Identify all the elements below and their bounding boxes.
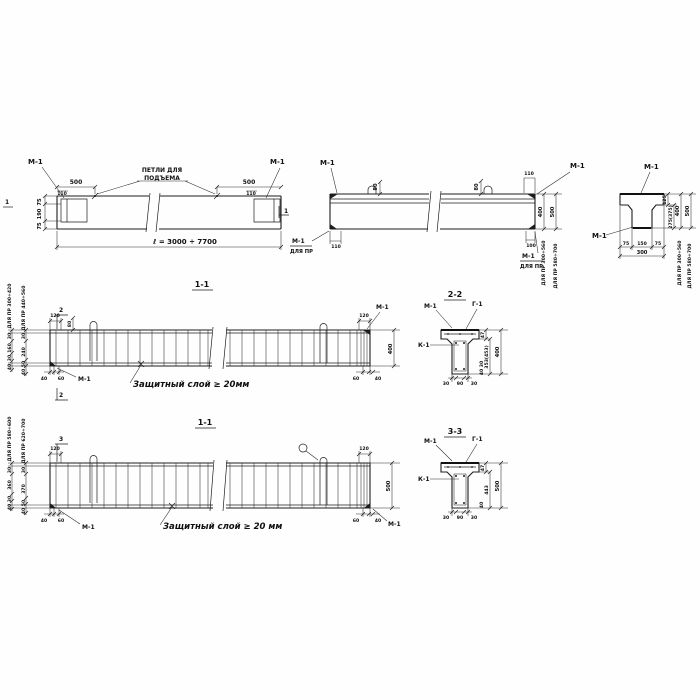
m1-leader-left <box>42 167 64 198</box>
m1-bl-leader <box>312 231 329 241</box>
cage1-title: 1-1 <box>194 280 210 289</box>
m1-top-left: М-1 <box>320 159 335 167</box>
cage1-dim-120-right: 120 <box>359 314 369 319</box>
dim-110-left: 110 <box>57 192 67 197</box>
cage2-inner-dim-3: 40 <box>22 507 27 515</box>
sec33-rebar-dot <box>463 502 465 504</box>
tsec-m1-top: М-1 <box>644 163 659 171</box>
cage2-title: 1-1 <box>197 418 213 427</box>
tsec-range-500: ДЛЯ ПР 580÷700 <box>688 243 693 289</box>
tsec-dim-500: 500 <box>685 205 691 217</box>
sec33-w30-left: 30 <box>442 516 450 521</box>
t-section-view <box>592 163 696 288</box>
sec22-g1-leader <box>466 309 477 329</box>
cage2-outer-dim-2: 30 <box>8 495 13 503</box>
beam1-outline <box>57 196 281 229</box>
cage2-inner-dim-1: 370 <box>22 484 27 494</box>
cage2-outer-dim-1: 360 <box>8 480 13 490</box>
cage1-dim-80: 80 <box>68 320 73 328</box>
sec33-bar-dot <box>447 466 449 468</box>
sec22-rebar-dot <box>455 368 457 370</box>
beam1-end-blocks <box>61 199 280 222</box>
for-pr-bottom-right: ДЛЯ ПР <box>520 264 543 270</box>
m1-top-right-leader <box>537 172 570 194</box>
sec33-bar-dot <box>471 466 473 468</box>
sec33-title: 3-3 <box>447 427 463 436</box>
tsec-dim-web: 275(375) <box>669 205 674 229</box>
range-500: ДЛЯ ПР 580÷700 <box>554 243 559 289</box>
cut-mark-left: 1 <box>5 199 10 206</box>
reinforcement-view-1 <box>7 280 400 400</box>
sec33-k1-stirrup <box>454 474 466 505</box>
cage2-position-balloon <box>299 444 307 452</box>
cage2-stirrups-right <box>230 463 367 508</box>
dim-75-top: 75 <box>37 198 43 206</box>
sec33-dim-47: 47 <box>481 464 486 472</box>
sec22-title: 2-2 <box>447 290 463 299</box>
sec22-w30-right: 30 <box>470 382 478 387</box>
for-pr-bottom-left: ДЛЯ ПР <box>290 249 313 255</box>
sec33-rebar-dot <box>455 502 457 504</box>
sec22-bar-dot <box>471 333 473 335</box>
dim-190: 190 <box>37 208 43 220</box>
cage1-m1-top-right: М-1 <box>376 304 389 311</box>
cage2-dim-60-br: 60 <box>352 519 360 524</box>
loops-label-line2: ПОДЪЕМА <box>144 175 180 182</box>
cage1-outer-dim-3: 40 <box>8 363 13 371</box>
cage2-col-outer-label: ДЛЯ ПР 580÷600 <box>8 416 13 462</box>
dim-80-right: 80 <box>474 183 480 191</box>
m1-top-right: М-1 <box>570 162 585 170</box>
dim-400: 400 <box>538 206 544 218</box>
loops-label-line1: ПЕТЛИ ДЛЯ <box>141 167 183 174</box>
beam2-80-dim-lines <box>380 181 481 194</box>
beam2-110bl-lines <box>330 231 341 244</box>
sec33-bar-dot <box>459 466 461 468</box>
dim-110-top-right: 110 <box>524 172 534 177</box>
sec22-bar-dot <box>459 333 461 335</box>
cage1-dim-120-left: 120 <box>50 314 60 319</box>
dim-75-bot: 75 <box>37 222 43 230</box>
cage1-br-dim-lines <box>356 366 380 375</box>
sec22-dim-40: 40 <box>480 368 485 376</box>
cage1-cut-top: 2 <box>59 307 64 314</box>
beam2-100br-lines <box>526 231 535 243</box>
cage1-col-lines <box>8 330 50 376</box>
sec22-dim-web: 353(453) <box>485 345 490 369</box>
m1-bottom-left: М-1 <box>292 238 305 245</box>
sec22-dim-47: 47 <box>481 331 486 339</box>
cage1-stirrups-right <box>230 330 367 366</box>
cage2-outline <box>50 463 370 508</box>
cage1-m1-bottom-left: М-1 <box>78 376 91 383</box>
m1-label-right: М-1 <box>270 158 285 166</box>
loop-point-right <box>216 195 218 197</box>
cage2-dim-40-br: 40 <box>374 519 382 524</box>
tsec-dim-300: 300 <box>636 250 648 256</box>
cage2-cut-top: 3 <box>59 436 64 443</box>
cage2-col-lines <box>8 463 50 515</box>
tsec-outline <box>620 194 664 228</box>
cage1-inner-dim-1: 240 <box>22 347 27 357</box>
beam2-break-lines <box>427 191 441 232</box>
cage1-col-outer-label: ДЛЯ ПР 300÷420 <box>8 283 13 329</box>
sec33-w90: 90 <box>456 516 464 521</box>
cage2-dim-40-bl: 40 <box>40 519 48 524</box>
m1-br-leader <box>535 232 538 253</box>
cage2-m1-bottom-left: М-1 <box>82 524 95 531</box>
elevation-view-2 <box>290 159 585 288</box>
dim-110-right: 110 <box>246 192 256 197</box>
tsec-dim-150: 150 <box>637 242 647 247</box>
tsec-m1-top-leader <box>641 172 650 193</box>
sec22-k1-stirrup <box>454 341 466 371</box>
sec33-dim-40: 40 <box>480 501 485 509</box>
sec22-dim-400: 400 <box>495 346 501 358</box>
tsec-dim-75-right: 75 <box>654 242 662 247</box>
cage2-longitudinal-bars <box>50 466 370 505</box>
sec22-bar-dot <box>447 333 449 335</box>
range-400: ДЛЯ ПР 300÷560 <box>542 240 547 286</box>
cage1-inner-dim-2: 50 <box>22 360 27 368</box>
cage2-dim-500: 500 <box>386 480 392 492</box>
sec22-g1-label: Г-1 <box>472 301 483 308</box>
sec33-k1-label: К-1 <box>418 476 430 483</box>
sec22-w90: 90 <box>456 382 464 387</box>
cage2-cover-note: Защитный слой ≥ 20 мм <box>163 522 283 532</box>
sec22-dim-30: 30 <box>480 360 485 368</box>
loop-point-left <box>94 195 96 197</box>
cage2-bl-dim-lines <box>44 508 64 517</box>
sec22-outline <box>441 330 479 374</box>
cage2-m1-bottom-right: М-1 <box>388 521 401 528</box>
cage2-outer-dim-3: 40 <box>8 503 13 511</box>
cage2-balloon-leader <box>306 451 318 460</box>
cage1-inner-dim-0: 30 <box>22 332 27 340</box>
cage1-inner-dim-3: 40 <box>22 368 27 376</box>
sec22-w30-left: 30 <box>442 382 450 387</box>
cage1-cut-bottom: 2 <box>59 392 64 399</box>
sec33-g1-label: Г-1 <box>472 436 483 443</box>
sec22-k1-label: К-1 <box>418 342 430 349</box>
cage1-outer-dim-2: 30 <box>8 354 13 362</box>
dim-500-right: 500 <box>242 179 256 186</box>
sec33-g1-leader <box>466 444 477 462</box>
dim-length: ℓ = 3000 ÷ 7700 <box>153 238 217 246</box>
cage1-stirrups-left <box>56 330 208 366</box>
sec22-m1-leader <box>436 310 452 328</box>
dim-500: 500 <box>550 206 556 218</box>
section-2-2 <box>418 290 508 387</box>
cage1-m1-bl-leader <box>57 368 76 377</box>
cage1-bl-dim-lines <box>44 366 64 375</box>
sec33-w30-right: 30 <box>470 516 478 521</box>
tsec-dim-75-left: 75 <box>622 242 630 247</box>
cage1-m1-tr-leader <box>367 312 380 329</box>
beam2-flange-lines <box>330 199 535 203</box>
sec33-m1-leader <box>436 445 452 461</box>
sec22-rebar-dot <box>463 342 465 344</box>
tsec-m1-bottom: М-1 <box>592 232 607 240</box>
cage2-dim-60-bl: 60 <box>57 519 65 524</box>
cage2-inner-dim-2: 50 <box>22 499 27 507</box>
tsec-range-400: ДЛЯ ПР 300÷560 <box>678 240 683 286</box>
m1-leader-right <box>266 168 280 198</box>
section-3-3 <box>418 427 508 521</box>
cut-mark-right: 1 <box>284 208 289 215</box>
cage1-cover-note: Защитный слой ≥ 20мм <box>133 380 250 390</box>
m1-label-left: М-1 <box>28 158 43 166</box>
m1-bottom-right: М-1 <box>522 253 535 260</box>
cage2-500-lines <box>370 463 400 508</box>
cage1-dim-60-bl: 60 <box>57 377 65 382</box>
cage1-outer-dim-1: 160 <box>8 343 13 353</box>
cage2-dim-120-left: 120 <box>50 447 60 452</box>
sec33-dim-web: 443 <box>485 485 490 495</box>
beam2-110tr-lines <box>524 178 535 193</box>
cage1-400-lines <box>370 330 400 366</box>
reinforcement-view-2 <box>7 417 401 532</box>
tsec-dim-400: 400 <box>675 205 681 217</box>
cage2-break-lines <box>210 460 227 511</box>
beam1-left-dim-lines <box>45 196 61 229</box>
sec33-m1-label: М-1 <box>424 438 437 445</box>
sec33-dim-500: 500 <box>495 480 501 492</box>
cage1-hairpins <box>90 322 327 364</box>
sec33-rebar-dot <box>463 475 465 477</box>
cage1-col-inner-label: ДЛЯ ПР 440÷560 <box>22 285 27 331</box>
cage1-dim-40-bl: 40 <box>40 377 48 382</box>
cage1-outer-dim-0: 30 <box>8 332 13 340</box>
dim-80-left: 80 <box>373 183 379 191</box>
cage2-stirrups-left <box>56 463 208 508</box>
sec22-rebar-dot <box>455 342 457 344</box>
cage2-dim-120-right: 120 <box>359 447 369 452</box>
sec22-rebar-dot <box>463 368 465 370</box>
sec22-m1-label: М-1 <box>424 303 437 310</box>
beam1-break-lines <box>146 193 160 232</box>
dim-500-left: 500 <box>69 179 83 186</box>
dim-100-bottom-right: 100 <box>526 244 536 249</box>
cage1-dim-60-br: 60 <box>352 377 360 382</box>
cage2-br-dim-lines <box>356 508 380 517</box>
sec33-outline <box>441 463 479 508</box>
sec33-rebar-dot <box>455 475 457 477</box>
cage2-outer-dim-0: 30 <box>8 466 13 474</box>
tsec-m1-bottom-leader <box>606 227 633 235</box>
cage2-inner-dim-0: 30 <box>22 466 27 474</box>
m1-top-left-leader <box>331 168 337 193</box>
elevation-view-1 <box>3 158 289 250</box>
cage1-dim-40-br: 40 <box>374 377 382 382</box>
cage2-col-inner-label: ДЛЯ ПР 620÷700 <box>22 418 27 464</box>
dim-110-bottom-left: 110 <box>331 245 341 250</box>
cage1-dim-400: 400 <box>388 343 394 355</box>
tsec-dim-125: 125 <box>663 195 668 205</box>
loops-leaders <box>97 181 215 194</box>
